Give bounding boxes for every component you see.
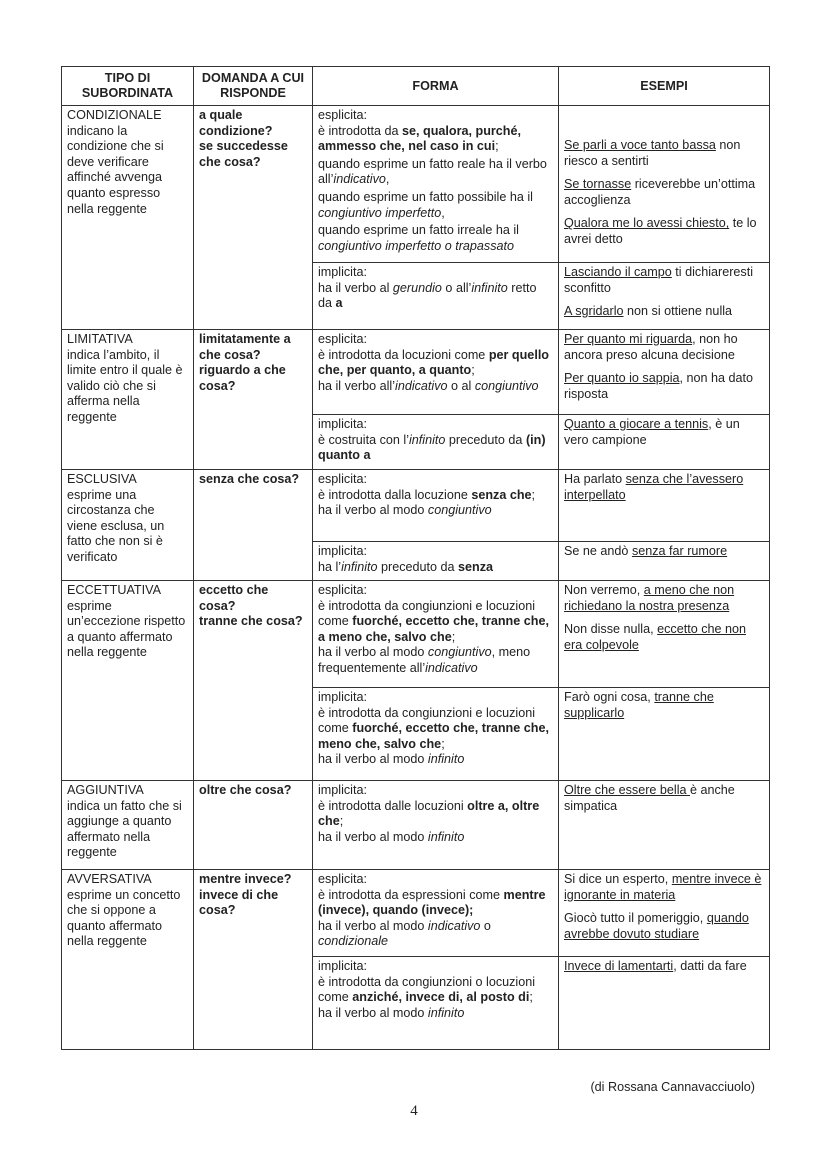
tipo-name: AGGIUNTIVA	[67, 783, 144, 797]
domanda-cell	[194, 781, 313, 870]
domanda-text: oltre che cosa?	[199, 783, 292, 797]
esempio: Quanto a giocare a tennis, è un vero campione	[564, 417, 740, 447]
forma-line: ha il verbo al modo infinito	[318, 829, 465, 844]
esempi-cell	[559, 870, 770, 957]
esempi-cell	[559, 415, 770, 470]
forma-line: ha il verbo al modo infinito	[318, 752, 465, 767]
tipo-name: ECCETTUATIVA	[67, 583, 161, 597]
author-credit: (di Rossana Cannavacciuolo)	[590, 1080, 755, 1094]
tipo-name: ESCLUSIVA	[67, 472, 137, 486]
forma-line: ha il verbo all’indicativo o al congiuntivo	[318, 378, 539, 393]
forma-esplicita-cell	[313, 330, 559, 415]
tipo-description: esprime un’eccezione rispetto a quanto affermato nella reggente	[67, 598, 186, 660]
table-row	[62, 470, 770, 542]
forma-line: ha il verbo al modo congiuntivo, meno frequentemente all’indicativo	[318, 645, 531, 675]
forma-line: è introdotta da congiunzioni e locuzioni come fuorché, eccetto che, tranne che, a meno che, salvo che;	[318, 598, 549, 644]
forma-implicita-cell	[313, 415, 559, 470]
tipo-description: esprime un concetto che si oppone a quanto affermato nella reggente	[67, 887, 181, 949]
header-forma: FORMA	[313, 67, 559, 106]
domanda-cell	[194, 106, 313, 330]
domanda-text: a quale condizione?	[199, 108, 273, 138]
page-number: 4	[410, 1103, 418, 1119]
esempio: Farò ogni cosa, tranne che supplicarlo	[564, 690, 714, 720]
esempi-cell	[559, 688, 770, 781]
esempi-cell	[559, 581, 770, 688]
forma-line: ha il verbo al modo infinito	[318, 1005, 465, 1020]
forma-line: ha il verbo al modo indicativo o condizionale	[318, 918, 491, 949]
domanda-cell	[194, 470, 313, 581]
forma-line: ha l’infinito preceduto da senza	[318, 559, 494, 574]
tipo-name: CONDIZIONALE	[67, 108, 162, 122]
domanda-cell	[194, 581, 313, 781]
forma-line: ha il verbo al modo congiuntivo	[318, 503, 492, 518]
domanda-text: limitatamente a che cosa?	[199, 332, 291, 362]
domanda-text: invece di che cosa?	[199, 887, 279, 918]
forma-line: quando esprime un fatto reale ha il verbo all’indicativo,	[318, 156, 547, 187]
header-tipo: TIPO DI SUBORDINATA	[62, 67, 194, 106]
esempio: Se ne andò senza far rumore	[564, 544, 728, 558]
forma-label: implicita:	[318, 417, 367, 431]
tipo-cell	[62, 581, 194, 781]
tipo-name: LIMITATIVA	[67, 332, 133, 346]
forma-line: è costruita con l’infinito preceduto da (in) quanto a	[318, 432, 546, 463]
esempi-cell	[559, 330, 770, 415]
esempio: Non verremo, a meno che non richiedano la nostra presenza	[564, 583, 735, 613]
esempi-cell	[559, 957, 770, 1050]
esempio: Se tornasse riceverebbe un’ottima accoglienza	[564, 177, 756, 207]
esempio: Ha parlato senza che l’avessero interpellato	[564, 472, 744, 502]
table-row	[62, 106, 770, 263]
tipo-description: indica un fatto che si aggiunge a quanto affermato nella reggente	[67, 798, 182, 860]
forma-implicita-cell	[313, 263, 559, 330]
esempio: Se parli a voce tanto bassa non riesco a sentirti	[564, 138, 741, 168]
forma-implicita-cell	[313, 688, 559, 781]
esempio: Si dice un esperto, mentre invece è ignorante in materia	[564, 872, 762, 902]
forma-line: è introdotta da congiunzioni o locuzioni come anziché, invece di, al posto di;	[318, 974, 536, 1005]
forma-line: è introdotta da congiunzioni e locuzioni come fuorché, eccetto che, tranne che, meno che, salvo che;	[318, 705, 549, 751]
header-domanda: DOMANDA A CUI RISPONDE	[194, 67, 313, 106]
esempio: Invece di lamentarti, datti da fare	[564, 959, 747, 973]
table-row	[62, 330, 770, 415]
esempio: Oltre che essere bella è anche simpatica	[564, 783, 735, 813]
forma-esplicita-cell	[313, 581, 559, 688]
forma-line: quando esprime un fatto possibile ha il congiuntivo imperfetto,	[318, 189, 533, 220]
forma-implicita-cell	[313, 957, 559, 1050]
domanda-cell	[194, 870, 313, 1050]
forma-label: implicita:	[318, 959, 367, 973]
forma-implicita-cell	[313, 542, 559, 581]
forma-label: implicita:	[318, 265, 367, 279]
domanda-text: se succedesse che cosa?	[199, 139, 288, 169]
tipo-description: esprime una circostanza che viene esclusa, un fatto che non si è verificato	[67, 487, 165, 564]
domanda-text: tranne che cosa?	[199, 614, 303, 629]
forma-label: esplicita:	[318, 332, 367, 346]
domanda-text: mentre invece?	[199, 872, 292, 886]
tipo-cell	[62, 781, 194, 870]
esempi-cell	[559, 781, 770, 870]
esempio: Non disse nulla, eccetto che non era colpevole	[564, 622, 747, 652]
forma-line: è introdotta da locuzioni come per quello che, per quanto, a quanto;	[318, 347, 550, 378]
esempi-cell	[559, 470, 770, 542]
table-header-row	[62, 67, 770, 106]
esempio: Giocò tutto il pomeriggio, quando avrebbe dovuto studiare	[564, 911, 749, 941]
esempi-cell	[559, 106, 770, 263]
forma-esplicita-cell	[313, 106, 559, 263]
forma-label: implicita:	[318, 690, 367, 704]
forma-line: è introdotta da se, qualora, purché, ammesso che, nel caso in cui;	[318, 123, 522, 154]
forma-label: esplicita:	[318, 472, 367, 486]
forma-esplicita-cell	[313, 870, 559, 957]
esempi-cell	[559, 263, 770, 330]
forma-label: esplicita:	[318, 108, 367, 122]
esempio: Per quanto mi riguarda, non ho ancora preso alcuna decisione	[564, 332, 738, 362]
tipo-cell	[62, 470, 194, 581]
forma-esplicita-cell	[313, 470, 559, 542]
forma-line: ha il verbo al gerundio o all’infinito retto da a	[318, 280, 537, 311]
domanda-text: senza che cosa?	[199, 472, 300, 486]
table-row	[62, 870, 770, 957]
tipo-cell	[62, 106, 194, 330]
esempio: A sgridarlo non si ottiene nulla	[564, 304, 733, 319]
forma-implicita-cell	[313, 781, 559, 870]
esempio: Per quanto io sappia, non ha dato risposta	[564, 371, 754, 401]
domanda-cell	[194, 330, 313, 470]
forma-label: implicita:	[318, 783, 367, 797]
esempi-cell	[559, 542, 770, 581]
forma-label: implicita:	[318, 544, 367, 558]
subordinate-table	[61, 66, 770, 1050]
forma-line: è introdotta da espressioni come mentre (invece), quando (invece);	[318, 887, 546, 918]
tipo-description: indicano la condizione che si deve verificare affinché avvenga quanto espresso nella reggente	[67, 123, 164, 216]
forma-label: esplicita:	[318, 583, 367, 597]
esempio: Lasciando il campo ti dichiareresti sconfitto	[564, 265, 754, 295]
tipo-cell	[62, 870, 194, 1050]
forma-line: è introdotta dalla locuzione senza che;	[318, 487, 536, 502]
forma-label: esplicita:	[318, 872, 367, 886]
domanda-text: riguardo a che cosa?	[199, 363, 286, 393]
domanda-text: eccetto che cosa?	[199, 583, 269, 613]
table-row	[62, 781, 770, 870]
tipo-cell	[62, 330, 194, 470]
table-row	[62, 581, 770, 688]
esempio: Qualora me lo avessi chiesto, te lo avrei detto	[564, 216, 757, 246]
forma-line: è introdotta dalle locuzioni oltre a, oltre che;	[318, 798, 540, 829]
tipo-name: AVVERSATIVA	[67, 872, 152, 886]
header-esempi: ESEMPI	[559, 67, 770, 106]
tipo-description: indica l’ambito, il limite entro il quale è valido ciò che si afferma nella reggente	[67, 347, 183, 424]
forma-line: quando esprime un fatto irreale ha il congiuntivo imperfetto o trapassato	[318, 223, 519, 253]
